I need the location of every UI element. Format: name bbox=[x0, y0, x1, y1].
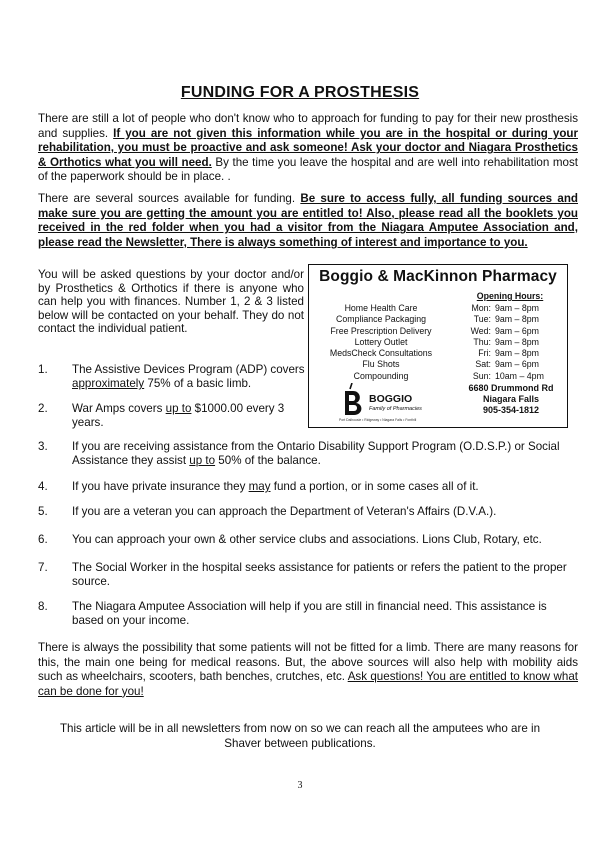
hours-day: Mon: bbox=[471, 303, 491, 313]
list-item-text-part: $1000.00 every 3 years. bbox=[72, 402, 285, 430]
paragraph-intro-end: By the time you leave the hospital and are well into rehabilitation most of the paperwork should be in place. . bbox=[38, 155, 578, 184]
boggio-logo-locations: Port Dalhousie • Ridgeway • Niagara Falls • Fonthill bbox=[339, 418, 417, 422]
list-item-text: The Social Worker in the hospital seeks assistance for patients or refers the patient to the proper source. bbox=[72, 561, 567, 589]
list-item-number: 8. bbox=[38, 600, 48, 613]
paragraph-intro-emphasis: If you are not given this information while you are in the hospital or during your rehabilitation, you must be proactive and ask someone! Ask your doctor and Niagara Prosthetics & Orthotics what you will need. bbox=[38, 126, 578, 169]
list-item-underline: up to bbox=[189, 454, 216, 468]
pharmacy-services-list bbox=[315, 303, 447, 382]
pharmacy-service: MedsCheck Consultations bbox=[329, 348, 433, 359]
paragraph-mobility-text: There is always the possibility that some patients will not be fitted for a limb. There are many reasons for this, the main one being for medical reasons. But, the above sources will also help with mobility aids such as wheelchairs, scooters, bath benches, crutches, etc. bbox=[38, 641, 578, 684]
hours-time: 9am – 8pm bbox=[495, 348, 540, 359]
opening-hours-heading: Opening Hours: bbox=[476, 291, 544, 301]
address-city: Niagara Falls bbox=[482, 394, 540, 404]
pharmacy-address bbox=[455, 383, 567, 416]
list-item-number: 7. bbox=[38, 561, 48, 574]
list-item-number: 6. bbox=[38, 533, 48, 546]
pharmacy-service: Flu Shots bbox=[362, 359, 400, 370]
hours-row bbox=[461, 359, 565, 370]
pharmacy-ad-title: Boggio & MacKinnon Pharmacy bbox=[319, 268, 557, 285]
list-item-text: If you are a veteran you can approach the Department of Veteran's Affairs (D.V.A.). bbox=[72, 505, 497, 518]
list-item-text-part: War Amps covers bbox=[72, 402, 166, 415]
list-item-text: You can approach your own & other service clubs and associations. Lions Club, Rotary, etc. bbox=[72, 533, 542, 546]
hours-day: Tue: bbox=[473, 314, 491, 325]
boggio-logo-icon bbox=[339, 383, 367, 417]
list-item-text-part: The Assistive Devices Program (ADP) covers bbox=[72, 363, 305, 376]
hours-time: 10am – 4pm bbox=[495, 370, 544, 381]
paragraph-mobility-aids bbox=[38, 641, 578, 699]
hours-row bbox=[461, 303, 565, 314]
hours-time: 9am – 8pm bbox=[495, 303, 540, 313]
list-item-text bbox=[72, 480, 578, 494]
hours-day: Thu: bbox=[473, 336, 491, 347]
list-item-underline: approximately bbox=[72, 377, 145, 391]
list-item-number: 4. bbox=[38, 480, 48, 493]
hours-day: Sun: bbox=[472, 370, 491, 381]
pharmacy-service: Lottery Outlet bbox=[354, 336, 408, 347]
pharmacy-service: Compliance Packaging bbox=[336, 314, 426, 325]
list-item-text-part: 50% of the balance. bbox=[215, 454, 321, 468]
hours-time: 9am – 8pm bbox=[495, 314, 540, 325]
hours-row bbox=[461, 348, 565, 359]
pharmacy-service: Free Prescription Delivery bbox=[330, 325, 432, 336]
hours-day: Fri: bbox=[478, 348, 491, 359]
page-title: FUNDING FOR A PROSTHESIS bbox=[180, 84, 420, 101]
hours-time: 9am – 8pm bbox=[495, 336, 540, 347]
pharmacy-service: Compounding bbox=[353, 370, 409, 381]
list-item-underline: up to bbox=[165, 402, 192, 415]
page-number: 3 bbox=[297, 780, 303, 791]
list-item-text bbox=[72, 440, 578, 469]
hours-day: Wed: bbox=[470, 325, 491, 336]
list-item-text-part: 75% of a basic limb. bbox=[144, 377, 252, 391]
paragraph-sources-text: There are several sources available for funding. bbox=[38, 192, 301, 205]
paragraph-intro-text: There are still a lot of people who don't know who to approach for funding to pay for their new prosthesis and supplies. bbox=[38, 112, 578, 140]
hours-time: 9am – 6pm bbox=[495, 325, 540, 336]
pharmacy-service: Home Health Care bbox=[344, 303, 418, 313]
list-item-text bbox=[72, 363, 308, 392]
list-item-text-part: If you have private insurance they bbox=[72, 480, 249, 493]
list-item-number: 2. bbox=[38, 402, 48, 415]
paragraph-intro bbox=[38, 112, 578, 185]
opening-hours-list bbox=[461, 303, 565, 382]
paragraph-mobility-emphasis: Ask questions! You are entitled to know what can be done for you! bbox=[38, 670, 579, 698]
paragraph-sources bbox=[38, 192, 578, 250]
list-item-number: 1. bbox=[38, 363, 48, 376]
list-item-text-part: fund a portion, or in some cases all of it. bbox=[270, 480, 479, 493]
list-item-text: The Niagara Amputee Association will help if you are still in financial need. This assistance is based on your income. bbox=[72, 600, 547, 628]
hours-time: 9am – 6pm bbox=[495, 359, 540, 370]
address-phone: 905-354-1812 bbox=[482, 405, 540, 415]
paragraph-sources-emphasis: Be sure to access fully, all funding sources and make sure you are getting the amount you are entitled to! Also, please read all the booklets you received in the red folder when you had a visitor from the Niagara Amputee Association and, please read the Newsletter, There is always something of interest and importance to you. bbox=[38, 192, 578, 249]
address-street: 6680 Drummond Rd bbox=[468, 383, 554, 393]
list-intro: You will be asked questions by your doctor and/or by Prosthetics & Orthotics if there is anyone who can help you with finances. Number 1, 2 & 3 listed below will be contacted on your behalf. They do not contact the individual patient. bbox=[38, 268, 304, 336]
boggio-logo-tagline: Family of Pharmacies bbox=[369, 406, 422, 412]
hours-day: Sat: bbox=[475, 359, 491, 370]
list-item-number: 5. bbox=[38, 505, 48, 518]
list-item-text-part: If you are receiving assistance from the Ontario Disability Support Program (O.D.S.P.) or Social Assistance they assist bbox=[72, 440, 560, 468]
boggio-logo-name: BOGGIO bbox=[369, 393, 413, 405]
hours-row bbox=[461, 337, 565, 348]
hours-row bbox=[461, 314, 565, 325]
list-item-text bbox=[72, 402, 308, 431]
list-item-number: 3. bbox=[38, 440, 48, 453]
hours-row bbox=[461, 371, 565, 382]
pharmacy-ad bbox=[308, 264, 568, 428]
list-item-underline: may bbox=[248, 480, 271, 493]
closing-note: This article will be in all newsletters from now on so we can reach all the amputees who are in Shaver between publications. bbox=[59, 722, 541, 750]
hours-row bbox=[461, 326, 565, 337]
